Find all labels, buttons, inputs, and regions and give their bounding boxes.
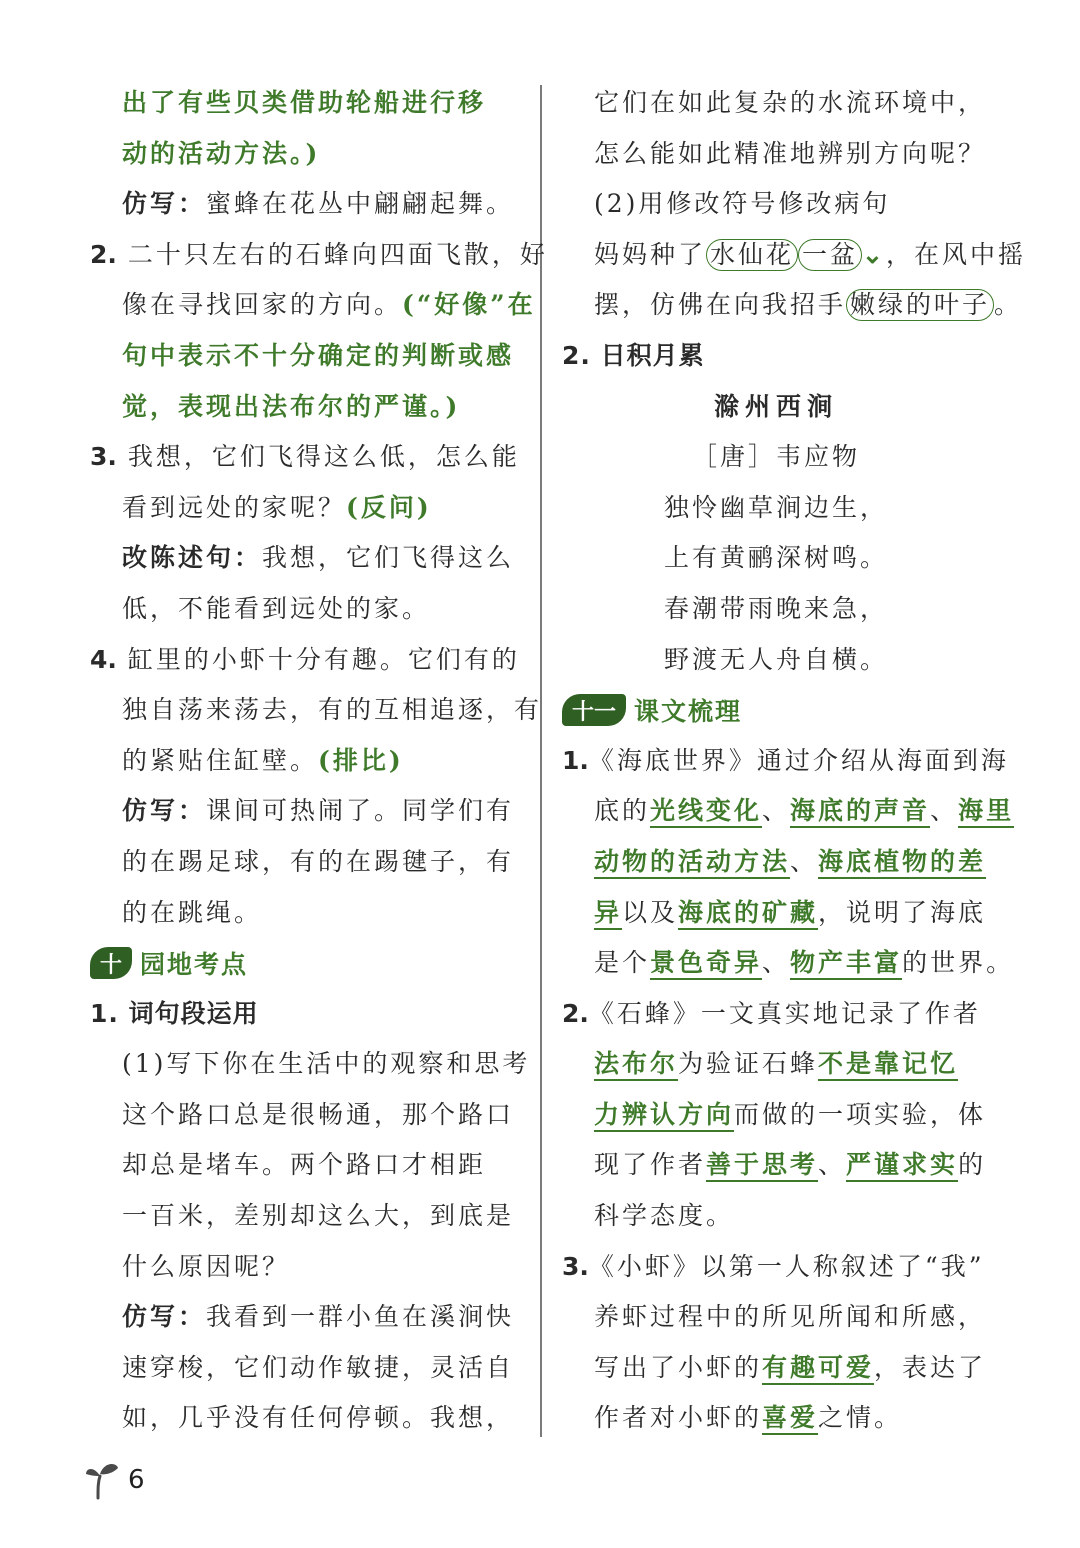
- text: 《小虾》以第一人称叙述了“我”: [588, 1251, 985, 1281]
- section-number-badge: 十: [90, 947, 132, 979]
- text-line: [90, 635, 522, 686]
- item-number: 3.: [90, 442, 117, 472]
- text-line: 却总是堵车。两个路口才相距: [122, 1150, 487, 1180]
- text-line: [562, 1242, 990, 1293]
- column-divider: [540, 85, 542, 1437]
- text-line: [90, 786, 522, 837]
- answer-text: 景色奇异: [650, 948, 762, 980]
- text: 妈妈种了: [594, 239, 707, 269]
- text-line: [90, 533, 522, 584]
- text: 、: [930, 796, 959, 826]
- insert-mark: ⌄: [862, 239, 886, 269]
- section-header: [562, 685, 990, 736]
- text: 底的: [594, 796, 651, 826]
- text-line: [562, 938, 1015, 989]
- text: 摆，仿佛在向我招手: [594, 290, 847, 320]
- text: 作者对小虾的: [594, 1403, 763, 1433]
- text-line: [90, 432, 522, 483]
- text-line: [562, 786, 1015, 837]
- text-line: 的在踢足球，有的在踢毽子，有: [122, 846, 515, 876]
- text: ，说明了海底: [818, 897, 987, 927]
- label: 仿写：: [122, 1302, 207, 1332]
- text-line: 养虾过程中的所见所闻和所感，: [594, 1302, 987, 1332]
- text: 我看到一群小鱼在溪涧快: [206, 1302, 515, 1332]
- section-title: 园地考点: [140, 950, 249, 980]
- text-line: 句中表示不十分确定的判断或感: [122, 340, 515, 370]
- text: 的世界。: [902, 948, 1015, 978]
- text: 看到远处的家呢？: [122, 492, 347, 522]
- text-line: (1)写下你在生活中的观察和思考: [122, 1049, 531, 1079]
- text: 《石蜂》一文真实地记录了作者: [588, 998, 981, 1028]
- text: 、: [762, 796, 791, 826]
- label: 仿写：: [122, 189, 207, 219]
- answer-text: 严谨求实: [846, 1150, 958, 1182]
- correction-circle: 嫩绿的叶子: [846, 289, 994, 321]
- section-header: [90, 938, 522, 989]
- answer-text: 海底的声音: [790, 796, 930, 828]
- poem-line: 上有黄鹂深树鸣。: [663, 543, 888, 573]
- text-line: 速穿梭，它们动作敏捷，灵活自: [122, 1352, 515, 1382]
- text-line: [90, 179, 522, 230]
- poem-line: 独怜幽草涧边生，: [663, 492, 888, 522]
- section-title: 课文梳理: [634, 697, 743, 727]
- text-line: 出了有些贝类借助轮船进行移: [122, 88, 487, 117]
- label: 改陈述句：: [122, 543, 263, 573]
- poem-author: ［唐］韦应物: [691, 442, 860, 472]
- poem-line: 春潮带雨晚来急，: [663, 593, 888, 623]
- poem-line: 野渡无人舟自横。: [663, 644, 888, 674]
- page-number: 6: [128, 1465, 145, 1495]
- section-number-badge: 十一: [562, 694, 626, 726]
- item-number: 1.: [90, 998, 119, 1028]
- text-line: 如，几乎没有任何停顿。我想，: [122, 1403, 515, 1433]
- text-line: [90, 280, 536, 331]
- text-line: 的在跳绳。: [122, 897, 263, 927]
- text-line: 科学态度。: [594, 1201, 735, 1231]
- text-line: [562, 837, 990, 888]
- text-line: [562, 1140, 990, 1191]
- text-line: [90, 736, 522, 787]
- answer-text: 有趣可爱: [762, 1353, 874, 1385]
- poem-title: 滁州西涧: [713, 391, 838, 421]
- text: 是个: [594, 948, 651, 978]
- text-line: [90, 483, 522, 534]
- text-line: [562, 989, 990, 1040]
- answer-text: (“好像”在: [402, 290, 536, 320]
- text: 、: [818, 1150, 847, 1180]
- text: 我想，它们飞得这么低，怎么能: [127, 442, 520, 472]
- text-line: (2)用修改符号修改病句: [594, 189, 891, 219]
- text: 我想，它们飞得这么: [262, 543, 515, 573]
- text-line: [562, 736, 1009, 787]
- text-line: [90, 1292, 522, 1343]
- answer-text: (排比): [318, 745, 404, 775]
- item-number: 2.: [562, 998, 589, 1028]
- text-line: [562, 230, 1027, 281]
- text-line: [562, 1039, 990, 1090]
- text-line: 动的活动方法。): [122, 138, 321, 168]
- answer-text: 异: [594, 898, 622, 930]
- text: 为验证石蜂: [678, 1049, 819, 1079]
- left-column: [90, 78, 548, 1444]
- text: 。: [994, 290, 1023, 320]
- text: 二十只左右的石蜂向四面飞散，好: [127, 239, 548, 269]
- answer-text: 光线变化: [650, 796, 762, 828]
- text-line: 独自荡来荡去，有的互相追逐，有: [122, 695, 543, 725]
- answer-text: 喜爱: [762, 1403, 818, 1435]
- text: 以及: [622, 897, 679, 927]
- text: 蜜蜂在花丛中翩翩起舞。: [206, 189, 515, 219]
- text: 课间可热闹了。同学们有: [206, 796, 515, 826]
- text: ，在风中摇: [886, 239, 1027, 269]
- text-line: 它们在如此复杂的水流环境中，: [594, 88, 987, 117]
- item-number: 2.: [562, 340, 591, 370]
- text-line: 低，不能看到远处的家。: [122, 593, 431, 623]
- answer-text: 法布尔: [594, 1049, 678, 1081]
- label: 仿写：: [122, 796, 207, 826]
- answer-text: 海里: [958, 796, 1014, 828]
- text: 像在寻找回家的方向。: [122, 290, 403, 320]
- answer-text: (反问): [346, 492, 432, 522]
- text: 的紧贴住缸壁。: [122, 745, 319, 775]
- subheading-text: 日积月累: [600, 340, 705, 370]
- right-column: [562, 78, 1027, 1444]
- sprout-icon: [84, 1460, 120, 1500]
- text: 、: [762, 948, 791, 978]
- text: ，表达了: [874, 1352, 987, 1382]
- text-line: 怎么能如此精准地辨别方向呢？: [594, 138, 987, 168]
- answer-text: 不是靠记忆: [818, 1049, 958, 1081]
- text-line: 什么原因呢？: [122, 1251, 291, 1281]
- text-line: [562, 1393, 990, 1444]
- answer-text: 海底的矿藏: [678, 898, 818, 930]
- subheading-text: 词句段运用: [128, 998, 259, 1028]
- text: 缸里的小虾十分有趣。它们有的: [127, 644, 520, 674]
- text: 写出了小虾的: [594, 1352, 763, 1382]
- item-number: 1.: [562, 745, 589, 775]
- answer-text: 物产丰富: [790, 948, 902, 980]
- answer-text: 动物的活动方法: [594, 847, 790, 879]
- text-line: [562, 1343, 990, 1394]
- page-footer: [84, 1460, 145, 1500]
- correction-circle: 水仙花: [706, 239, 798, 271]
- answer-text: 力辨认方向: [594, 1100, 734, 1132]
- item-number: 2.: [90, 239, 117, 269]
- item-number: 3.: [562, 1251, 589, 1281]
- text: 而做的一项实验，体: [734, 1099, 987, 1129]
- text-line: [562, 888, 990, 939]
- text: 的: [958, 1150, 987, 1180]
- text: 之情。: [818, 1403, 903, 1433]
- text-line: [562, 1090, 990, 1141]
- text: 现了作者: [594, 1150, 707, 1180]
- correction-circle: 一盆: [798, 239, 862, 271]
- text-line: 这个路口总是很畅通，那个路口: [122, 1099, 515, 1129]
- answer-text: 海底植物的差: [818, 847, 986, 879]
- subheading: [562, 331, 990, 382]
- subheading: [90, 989, 522, 1040]
- item-number: 4.: [90, 644, 117, 674]
- text-line: 觉，表现出法布尔的严谨。): [122, 391, 461, 421]
- text: 《海底世界》通过介绍从海面到海: [588, 745, 1009, 775]
- text: 、: [790, 846, 819, 876]
- text-line: [90, 230, 548, 281]
- text-line: [562, 280, 1023, 331]
- answer-text: 善于思考: [706, 1150, 818, 1182]
- text-line: 一百米，差别却这么大，到底是: [122, 1201, 515, 1231]
